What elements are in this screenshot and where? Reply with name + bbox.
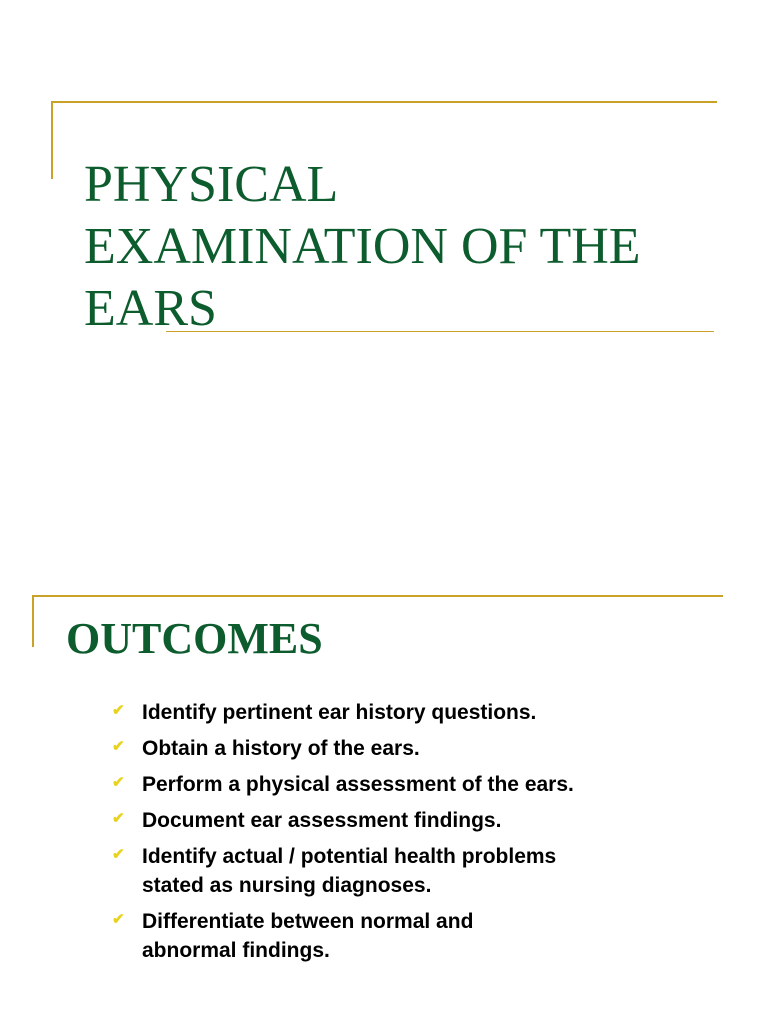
outcome-item (110, 698, 720, 727)
outcomes-frame-top-rule (32, 595, 723, 597)
checkmark-icon: ✔ (112, 810, 125, 827)
outcome-text: Perform a physical assessment of the ears. (142, 773, 574, 796)
checkmark-icon: ✔ (112, 702, 125, 719)
outcome-item (110, 734, 720, 763)
outcome-item (110, 770, 720, 799)
slide-title: PHYSICAL EXAMINATION OF THE EARS (84, 156, 641, 337)
outcomes-frame-left-rule (32, 595, 34, 647)
title-frame-top-rule (51, 101, 717, 103)
outcome-item (110, 842, 720, 900)
outcome-text: Document ear assessment findings. (142, 809, 502, 832)
checkmark-icon: ✔ (112, 774, 125, 791)
outcome-item (110, 907, 720, 965)
checkmark-icon: ✔ (112, 846, 125, 863)
outcome-item (110, 806, 720, 835)
outcome-text: Identify actual / potential health problems stated as nursing diagnoses. (142, 845, 557, 897)
checkmark-icon: ✔ (112, 738, 125, 755)
title-frame-left-rule (51, 101, 53, 179)
outcome-text: Differentiate between normal and abnormal findings. (142, 910, 474, 962)
outcome-text: Identify pertinent ear history questions. (142, 701, 537, 724)
outcomes-heading: OUTCOMES (66, 614, 323, 663)
checkmark-icon: ✔ (112, 911, 125, 928)
outcome-text: Obtain a history of the ears. (142, 737, 420, 760)
outcomes-list (110, 698, 720, 972)
